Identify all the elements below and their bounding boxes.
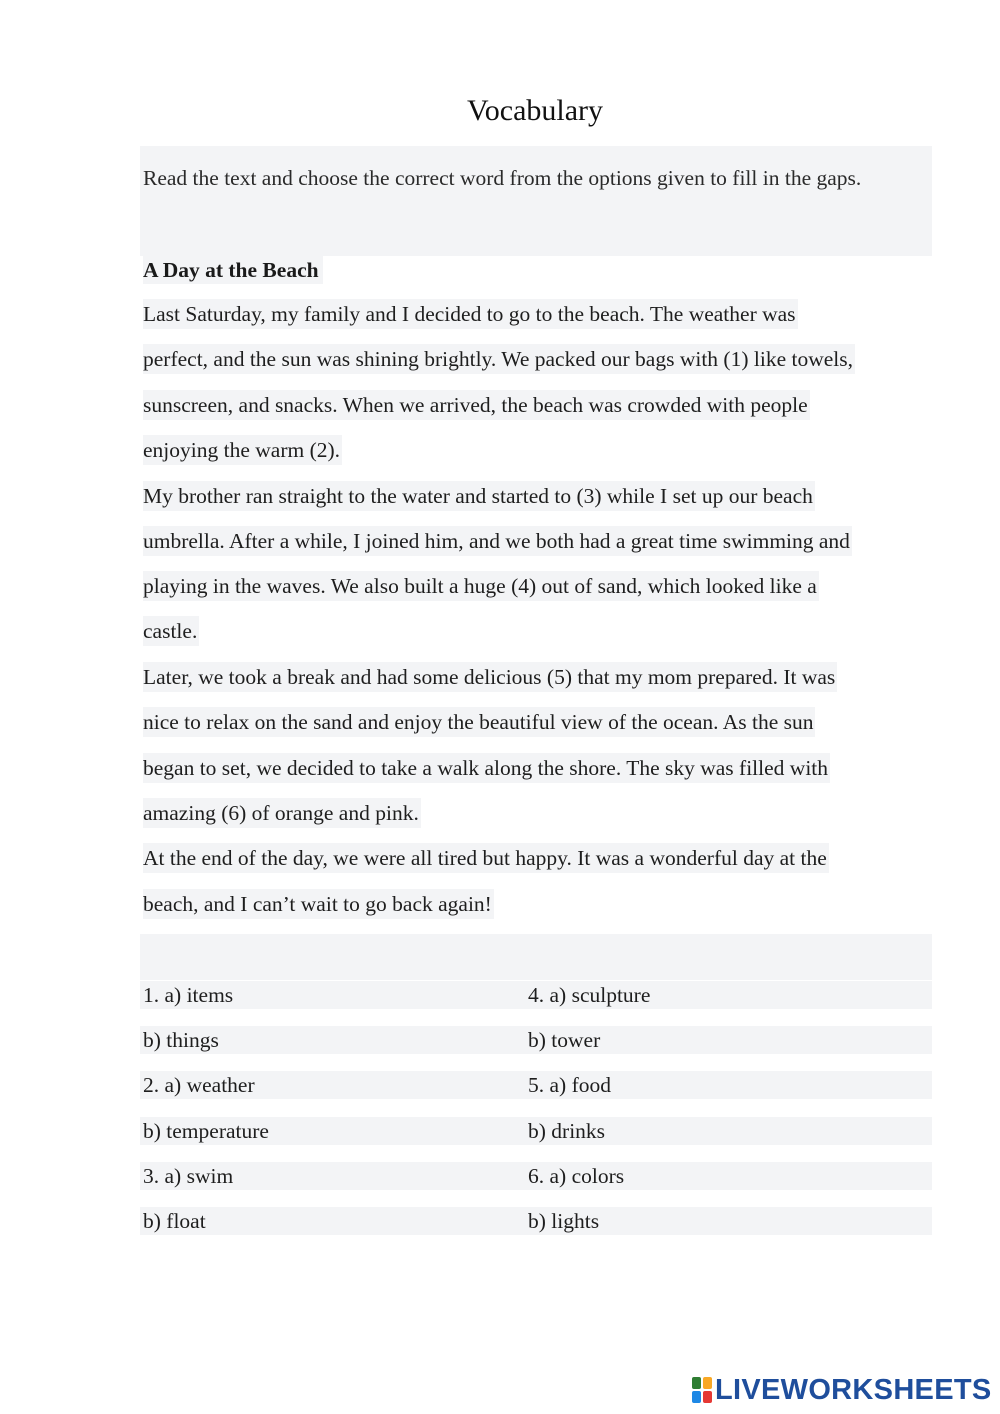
story-line: umbrella. After a while, I joined him, and we both had a great time swimming and bbox=[143, 526, 852, 556]
story-line: Last Saturday, my family and I decided to go to the beach. The weather was bbox=[143, 299, 798, 329]
story-line: began to set, we decided to take a walk along the shore. The sky was filled with bbox=[143, 753, 830, 783]
story-line: playing in the waves. We also built a huge (4) out of sand, which looked like a bbox=[143, 571, 819, 601]
option-5b: b) drinks bbox=[525, 1117, 932, 1145]
story-line: perfect, and the sun was shining brightly. We packed our bags with (1) like towels, bbox=[143, 344, 855, 374]
logo-tile bbox=[703, 1377, 712, 1389]
logo-tile bbox=[692, 1377, 701, 1389]
story-line: At the end of the day, we were all tired but happy. It was a wonderful day at the bbox=[143, 843, 829, 873]
option-4b: b) tower bbox=[525, 1026, 932, 1054]
logo-tile bbox=[703, 1391, 712, 1403]
spacer-band bbox=[140, 222, 932, 256]
option-2a: 2. a) weather bbox=[140, 1071, 525, 1099]
story-title: A Day at the Beach bbox=[143, 256, 323, 284]
logo-tile bbox=[692, 1391, 701, 1403]
brand-name: LIVEWORKSHEETS bbox=[715, 1373, 992, 1406]
option-3a: 3. a) swim bbox=[140, 1162, 525, 1190]
page-title: Vocabulary bbox=[466, 94, 604, 127]
story-line: amazing (6) of orange and pink. bbox=[143, 798, 421, 828]
option-4a: 4. a) sculpture bbox=[525, 981, 932, 1009]
option-6b: b) lights bbox=[525, 1207, 932, 1235]
option-3b: b) float bbox=[140, 1207, 525, 1235]
option-1b: b) things bbox=[140, 1026, 525, 1054]
story-line: nice to relax on the sand and enjoy the beautiful view of the ocean. As the sun bbox=[143, 707, 815, 737]
option-2b: b) temperature bbox=[140, 1117, 525, 1145]
story-line: castle. bbox=[143, 616, 199, 646]
option-1a: 1. a) items bbox=[140, 981, 525, 1009]
story-line: enjoying the warm (2). bbox=[143, 435, 342, 465]
liveworksheets-logo bbox=[692, 1374, 992, 1406]
option-5a: 5. a) food bbox=[525, 1071, 932, 1099]
instruction-text: Read the text and choose the correct word from the options given to fill in the gaps. bbox=[143, 166, 862, 190]
story-line: Later, we took a break and had some delicious (5) that my mom prepared. It was bbox=[143, 662, 837, 692]
instruction-box bbox=[140, 146, 932, 222]
story-line: sunscreen, and snacks. When we arrived, the beach was crowded with people bbox=[143, 390, 810, 420]
story-line: beach, and I can’t wait to go back again! bbox=[143, 889, 494, 919]
option-6a: 6. a) colors bbox=[525, 1162, 932, 1190]
liveworksheets-icon bbox=[692, 1377, 712, 1403]
spacer-band bbox=[140, 934, 932, 980]
story-line: My brother ran straight to the water and started to (3) while I set up our beach bbox=[143, 481, 815, 511]
